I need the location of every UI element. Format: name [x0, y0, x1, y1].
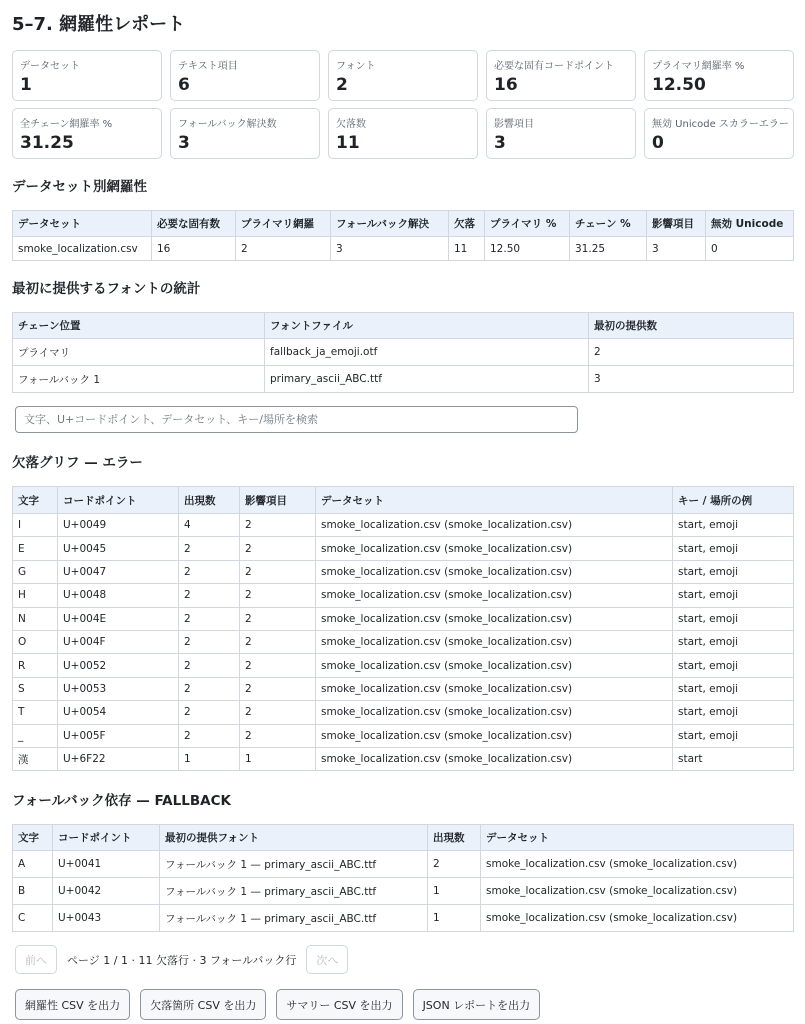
table-cell: 2	[179, 630, 240, 653]
table-cell: U+004E	[58, 607, 179, 630]
next-page-button[interactable]: 次へ	[306, 945, 348, 974]
table-cell: smoke_localization.csv (smoke_localization.csv)	[316, 607, 673, 630]
table-row	[13, 747, 794, 770]
column-header: データセット	[316, 487, 673, 514]
table-cell: start, emoji	[673, 514, 794, 537]
table-row	[13, 537, 794, 560]
table-cell: start, emoji	[673, 537, 794, 560]
table-cell: 2	[179, 607, 240, 630]
table-cell: smoke_localization.csv (smoke_localization.csv)	[316, 584, 673, 607]
export-missing-csv-button[interactable]: 欠落箇所 CSV を出力	[140, 989, 266, 1020]
card-label: フォント	[336, 61, 376, 72]
summary-card-fonts	[328, 50, 478, 101]
column-header: データセット	[481, 825, 794, 851]
table-header-row	[13, 487, 794, 514]
table-cell: 2	[179, 724, 240, 747]
card-value: 12.50	[652, 75, 706, 95]
table-cell: U+004F	[58, 630, 179, 653]
table-cell: 3	[331, 237, 449, 261]
table-cell: smoke_localization.csv (smoke_localization.csv)	[316, 724, 673, 747]
card-label: データセット	[20, 61, 80, 72]
table-cell: U+0041	[53, 851, 160, 878]
card-label: 全チェーン網羅率 %	[20, 119, 113, 130]
table-cell: smoke_localization.csv (smoke_localization.csv)	[316, 560, 673, 583]
column-header: 最初の提供数	[589, 313, 794, 339]
card-label: 必要な固有コードポイント	[494, 61, 614, 72]
table-cell: 1	[240, 747, 316, 770]
card-label: プライマリ網羅率 %	[652, 61, 745, 72]
column-header: 無効 Unicode	[706, 211, 794, 237]
font-section-title: 最初に提供するフォントの統計	[12, 281, 201, 297]
table-cell: fallback_ja_emoji.otf	[265, 339, 589, 366]
summary-card-primary-coverage	[644, 50, 794, 101]
table-cell: プライマリ	[13, 339, 265, 366]
table-cell: start, emoji	[673, 630, 794, 653]
column-header: コードポイント	[53, 825, 160, 851]
column-header: 必要な固有数	[152, 211, 236, 237]
table-cell: H	[13, 584, 58, 607]
table-cell: 2	[240, 607, 316, 630]
table-cell: smoke_localization.csv (smoke_localization.csv)	[316, 747, 673, 770]
card-label: テキスト項目	[178, 61, 238, 72]
column-header: チェーン位置	[13, 313, 265, 339]
column-header: 出現数	[179, 487, 240, 514]
export-toolbar	[15, 989, 793, 1020]
table-cell: フォールバック 1	[13, 366, 265, 393]
table-cell: start, emoji	[673, 724, 794, 747]
card-value: 31.25	[20, 133, 74, 153]
column-header: 欠落	[449, 211, 485, 237]
table-cell: U+0048	[58, 584, 179, 607]
table-row	[13, 905, 794, 932]
table-cell: 2	[179, 654, 240, 677]
table-cell: 2	[589, 339, 794, 366]
table-cell: 2	[240, 677, 316, 700]
column-header: フォールバック解決	[331, 211, 449, 237]
table-cell: U+0054	[58, 701, 179, 724]
table-cell: N	[13, 607, 58, 630]
table-cell: U+0052	[58, 654, 179, 677]
summary-card-invalid-unicode	[644, 108, 794, 159]
export-json-report-button[interactable]: JSON レポートを出力	[413, 989, 541, 1020]
table-cell: U+6F22	[58, 747, 179, 770]
table-row	[13, 366, 794, 393]
table-cell: 2	[240, 537, 316, 560]
column-header: チェーン %	[570, 211, 647, 237]
column-header: フォントファイル	[265, 313, 589, 339]
column-header: コードポイント	[58, 487, 179, 514]
column-header: 最初の提供フォント	[160, 825, 428, 851]
table-row	[13, 654, 794, 677]
card-value: 11	[336, 133, 360, 153]
table-cell: T	[13, 701, 58, 724]
export-summary-csv-button[interactable]: サマリー CSV を出力	[276, 989, 402, 1020]
table-row	[13, 630, 794, 653]
table-cell: 2	[240, 560, 316, 583]
table-cell: 0	[706, 237, 794, 261]
table-cell: 2	[428, 851, 481, 878]
table-cell: 1	[428, 905, 481, 932]
table-cell: smoke_localization.csv (smoke_localization.csv)	[316, 654, 673, 677]
column-header: データセット	[13, 211, 152, 237]
table-cell: 3	[647, 237, 706, 261]
table-cell: 2	[179, 701, 240, 724]
summary-card-affected-items	[486, 108, 636, 159]
summary-card-missing	[328, 108, 478, 159]
prev-page-button[interactable]: 前へ	[15, 945, 57, 974]
table-cell: smoke_localization.csv (smoke_localization.csv)	[481, 851, 794, 878]
card-label: 無効 Unicode スカラーエラー	[652, 119, 789, 130]
column-header: 影響項目	[647, 211, 706, 237]
card-value: 1	[20, 75, 32, 95]
table-row	[13, 607, 794, 630]
table-header-row	[13, 313, 794, 339]
table-cell: 2	[240, 514, 316, 537]
missing-section-title: 欠落グリフ — エラー	[12, 455, 143, 471]
fallback-section-title: フォールバック依存 — FALLBACK	[12, 793, 231, 810]
card-value: 3	[494, 133, 506, 153]
table-cell: 2	[179, 537, 240, 560]
table-cell: 16	[152, 237, 236, 261]
table-cell: 2	[240, 654, 316, 677]
table-cell: フォールバック 1 — primary_ascii_ABC.ttf	[160, 851, 428, 878]
card-value: 0	[652, 133, 664, 153]
column-header: キー / 場所の例	[673, 487, 794, 514]
table-cell: 2	[240, 724, 316, 747]
search-input[interactable]	[15, 406, 578, 433]
column-header: 影響項目	[240, 487, 316, 514]
summary-card-chain-coverage	[12, 108, 162, 159]
table-cell: フォールバック 1 — primary_ascii_ABC.ttf	[160, 878, 428, 905]
table-cell: 3	[589, 366, 794, 393]
table-cell: 2	[236, 237, 331, 261]
card-label: 影響項目	[494, 119, 534, 130]
table-cell: 2	[179, 677, 240, 700]
table-cell: R	[13, 654, 58, 677]
card-value: 16	[494, 75, 518, 95]
card-value: 3	[178, 133, 190, 153]
table-cell: _	[13, 724, 58, 747]
summary-card-datasets	[12, 50, 162, 101]
table-cell: start, emoji	[673, 701, 794, 724]
table-cell: 1	[428, 878, 481, 905]
table-cell: 2	[240, 701, 316, 724]
column-header: 文字	[13, 825, 53, 851]
table-cell: フォールバック 1 — primary_ascii_ABC.ttf	[160, 905, 428, 932]
table-cell: U+0047	[58, 560, 179, 583]
table-cell: smoke_localization.csv (smoke_localization.csv)	[316, 701, 673, 724]
table-cell: start, emoji	[673, 584, 794, 607]
card-value: 6	[178, 75, 190, 95]
table-row	[13, 560, 794, 583]
table-row	[13, 514, 794, 537]
fallback-table	[12, 824, 794, 932]
table-cell: 1	[179, 747, 240, 770]
table-cell: 2	[179, 560, 240, 583]
dataset-section-title: データセット別網羅性	[12, 179, 147, 195]
missing-glyphs-table	[12, 486, 794, 771]
table-cell: smoke_localization.csv	[13, 237, 152, 261]
table-cell: smoke_localization.csv (smoke_localization.csv)	[481, 905, 794, 932]
table-cell: S	[13, 677, 58, 700]
table-cell: I	[13, 514, 58, 537]
table-cell: U+005F	[58, 724, 179, 747]
table-cell: start	[673, 747, 794, 770]
table-cell: 4	[179, 514, 240, 537]
table-cell: A	[13, 851, 53, 878]
table-cell: E	[13, 537, 58, 560]
card-value: 2	[336, 75, 348, 95]
table-cell: smoke_localization.csv (smoke_localization.csv)	[316, 537, 673, 560]
summary-card-required-codepoints	[486, 50, 636, 101]
table-cell: U+0053	[58, 677, 179, 700]
table-cell: 11	[449, 237, 485, 261]
table-cell: 2	[240, 630, 316, 653]
table-row	[13, 339, 794, 366]
table-cell: B	[13, 878, 53, 905]
page-title: 5–7. 網羅性レポート	[12, 14, 186, 35]
table-cell: smoke_localization.csv (smoke_localization.csv)	[316, 677, 673, 700]
table-cell: U+0045	[58, 537, 179, 560]
table-cell: start, emoji	[673, 560, 794, 583]
table-cell: 漢	[13, 747, 58, 770]
table-cell: smoke_localization.csv (smoke_localization.csv)	[316, 630, 673, 653]
table-cell: 2	[179, 584, 240, 607]
table-row	[13, 677, 794, 700]
table-row	[13, 724, 794, 747]
table-row	[13, 584, 794, 607]
column-header: プライマリ %	[485, 211, 570, 237]
table-row	[13, 237, 794, 261]
pagination	[15, 945, 793, 974]
table-cell: 2	[240, 584, 316, 607]
table-cell: start, emoji	[673, 677, 794, 700]
table-cell: smoke_localization.csv (smoke_localization.csv)	[481, 878, 794, 905]
pagination-status: ページ 1 / 1 · 11 欠落行 · 3 フォールバック行	[67, 953, 297, 967]
summary-card-fallback-resolved	[170, 108, 320, 159]
table-cell: O	[13, 630, 58, 653]
table-cell: U+0049	[58, 514, 179, 537]
table-cell: G	[13, 560, 58, 583]
card-label: フォールバック解決数	[178, 119, 277, 130]
table-header-row	[13, 825, 794, 851]
table-row	[13, 878, 794, 905]
table-cell: primary_ascii_ABC.ttf	[265, 366, 589, 393]
column-header: プライマリ網羅	[236, 211, 331, 237]
table-cell: 31.25	[570, 237, 647, 261]
summary-cards	[12, 50, 793, 159]
table-cell: start, emoji	[673, 607, 794, 630]
table-cell: U+0042	[53, 878, 160, 905]
table-cell: C	[13, 905, 53, 932]
dataset-coverage-table	[12, 210, 794, 261]
table-cell: start, emoji	[673, 654, 794, 677]
card-label: 欠落数	[336, 119, 366, 130]
table-row	[13, 701, 794, 724]
export-coverage-csv-button[interactable]: 網羅性 CSV を出力	[15, 989, 130, 1020]
font-stats-table	[12, 312, 794, 393]
table-row	[13, 851, 794, 878]
table-cell: U+0043	[53, 905, 160, 932]
table-header-row	[13, 211, 794, 237]
summary-card-text-items	[170, 50, 320, 101]
column-header: 文字	[13, 487, 58, 514]
table-cell: smoke_localization.csv (smoke_localization.csv)	[316, 514, 673, 537]
table-cell: 12.50	[485, 237, 570, 261]
column-header: 出現数	[428, 825, 481, 851]
